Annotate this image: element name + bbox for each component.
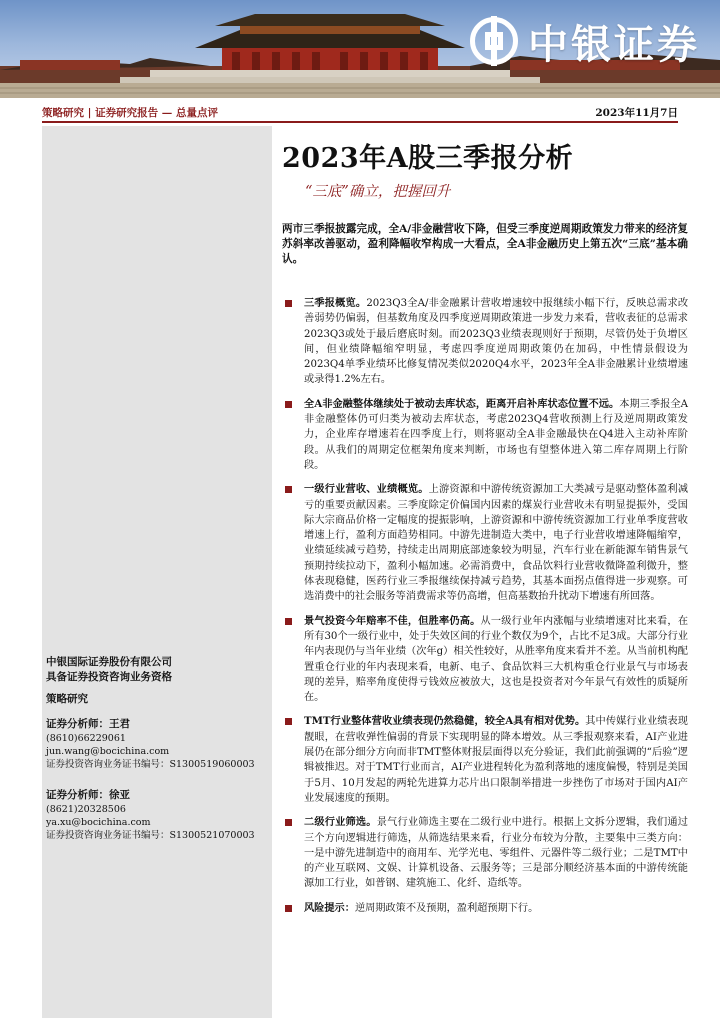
header-divider: [42, 121, 678, 123]
report-date: 2023年11月7日: [595, 107, 678, 119]
square-bullet-icon: [285, 300, 292, 307]
list-item: [282, 815, 688, 891]
analyst-phone: (8621)20328506: [46, 804, 126, 815]
square-bullet-icon: [285, 401, 292, 408]
analyst-title: 证券分析师：王君: [46, 718, 130, 730]
analyst-cert: 证券投资咨询业务证书编号：S1300519060003: [46, 759, 255, 770]
list-item: [282, 482, 688, 604]
bullet-heading: 全A非金融整体继续处于被动去库状态，距离开启补库状态位置不远。: [304, 397, 620, 410]
qualification: 具备证券投资咨询业务资格: [46, 671, 172, 683]
list-item: [282, 901, 688, 916]
square-bullet-icon: [285, 905, 292, 912]
bullet-body: 逆周期政策不及预期，盈利超预期下行。: [354, 902, 539, 914]
brand-name: 中银证券: [528, 21, 700, 68]
sidebar-info: [46, 655, 270, 842]
bullet-body: 2023Q3全A/非金融累计营收增速较中报继续小幅下行，反映总需求改善弱势仍偏弱，但基数角度及四季度逆周期政策进一步发力来看，营收表征的总需求2023Q3或处于最后磨底时刻。而2023Q3业绩表现则好于预期，尽管仍处于负增区间，但业绩降幅缩窄明显，考虑四季度逆周期政策仍在加码，中性情景假设为2023Q4单季业绩环比修复情况类似2020Q4水平，2023年全A非金融累计业绩增速或录得1.2%左右。: [304, 298, 689, 386]
analyst-email[interactable]: jun.wang@bocichina.com: [46, 746, 170, 757]
report-header: [42, 102, 678, 120]
square-bullet-icon: [285, 819, 292, 826]
sidebar-section: 策略研究: [46, 693, 88, 705]
bullet-body: 景气行业筛选主要在二级行业中进行。根据上文拆分逻辑，我们通过三个方向逻辑进行筛选，从筛选结果来看，行业分布较为分散，主要集中三类方向：一是中游先进制造中的商用车、光学光电、零组件、元器件等二级行业；二是TMT中的产业互联网、文娱、计算机设备、云服务等；三是部分顺经济基本面的中游传统能源加工行业，如普钢、建筑施工、化纤、造纸等。: [304, 817, 688, 890]
analyst-phone: (8610)66229061: [46, 733, 126, 744]
key-points-list: [282, 296, 688, 925]
square-bullet-icon: [285, 486, 292, 493]
list-item: [282, 614, 688, 706]
company-name: 中银国际证券股份有限公司: [46, 656, 172, 668]
bullet-heading: 景气投资今年赔率不佳，但胜率仍高。: [304, 614, 481, 627]
analyst-email[interactable]: ya.xu@bocichina.com: [46, 817, 151, 828]
brand-logo: [470, 14, 700, 68]
list-item: [282, 296, 688, 388]
bullet-heading: 风险提示：: [304, 901, 355, 914]
list-item: [282, 714, 688, 806]
bullet-heading: TMT行业整体营收业绩表现仍然稳健，较全A具有相对优势。: [304, 715, 586, 728]
header-banner: [0, 0, 720, 98]
bullet-heading: 三季报概览。: [304, 297, 367, 309]
report-category: 策略研究 | 证券研究报告 — 总量点评: [42, 107, 218, 119]
list-item: [282, 397, 688, 473]
analyst-cert: 证券投资咨询业务证书编号：S1300521070003: [46, 830, 255, 841]
bullet-body: 其中传媒行业业绩表现靓眼，在营收弹性偏弱的背景下实现明显的降本增效。从三季报观察来看，AI产业进展仍在部分细分方向而非TMT整体财报层面得以充分验证，我们此前强调的“后验”逻辑被推迟。对于TMT行业而言，AI产业进程转化为盈利落地的速度偏慢，特别是美国于5月、10月发起的两轮先进算力芯片出口限制举措进一步挫伤了市场对于国内AI产业发展速度的预期。: [304, 716, 688, 804]
bullet-body: 上游资源和中游传统资源加工大类减亏是驱动整体盈利减亏的重要贡献因素。三季度除定价偏国内因素的煤炭行业营收未有明显提振外，受国际大宗商品价格一定幅度的提振影响，上游资源和中游传统资源加工行业单季度营收增速上行，盈利方面趋势相同。中游先进制造大类中，电子行业营收增速降幅缩窄，业绩延续减亏趋势，持续走出周期底部迹象较为明显，汽车行业在新能源车销售景气预期持续拉动下，盈利小幅加速。必需消费中，食品饮料行业营收微降盈利微升，整体表现稳健，医药行业三季报继续保持减亏趋势，其基本面拐点值得进一步观察。可选消费中的社会服务等消费需求等仍高增，但高基数抬升扰动下增速有所回落。: [304, 484, 689, 603]
analyst-title: 证券分析师：徐亚: [46, 789, 130, 801]
bullet-body: 从一级行业年内涨幅与业绩增速对比来看，在所有30个一级行业中，处于失效区间的行业个数仅为9个，占比不足3成。大部分行业年内表现仍与当年业绩（次年g）相关性较好，从胜率角度来看并不差。从当前机构配置重仓行业的年内表现来看，电新、电子、食品饮料三大机构重仓行业景气与市场表现的差异，赔率角度使得亏钱效应被放大，这也是投资者对今年景气有效性的质疑所在。: [304, 615, 689, 704]
square-bullet-icon: [285, 718, 292, 725]
boc-logo-icon: [470, 17, 518, 65]
bullet-body: 本期三季报全A非金融整体仍可归类为被动去库状态，考虑2023Q4营收预测上行及逆周期政策发力，企业库存增速若在四季度上行，则将驱动全A非金融最快在Q4进入主动补库阶段。从我们的周期定位框架角度来判断，市场也有望整体进入第二库存周期上行阶段。: [304, 398, 689, 471]
report-title: 2023年A股三季报分析: [282, 143, 574, 174]
bullet-heading: 二级行业筛选。: [304, 816, 377, 829]
bullet-heading: 一级行业营收、业绩概览。: [304, 483, 429, 496]
report-subtitle: “三底”确立，把握回升: [305, 184, 451, 200]
report-summary: 两市三季报披露完成，全A/非金融营收下降，但受三季度逆周期政策发力带来的经济复苏斜率改善驱动，盈利降幅收窄构成一大看点，全A非金融历史上第五次“三底”基本确认。: [282, 223, 688, 265]
square-bullet-icon: [285, 618, 292, 625]
sidebar: [42, 126, 272, 1018]
